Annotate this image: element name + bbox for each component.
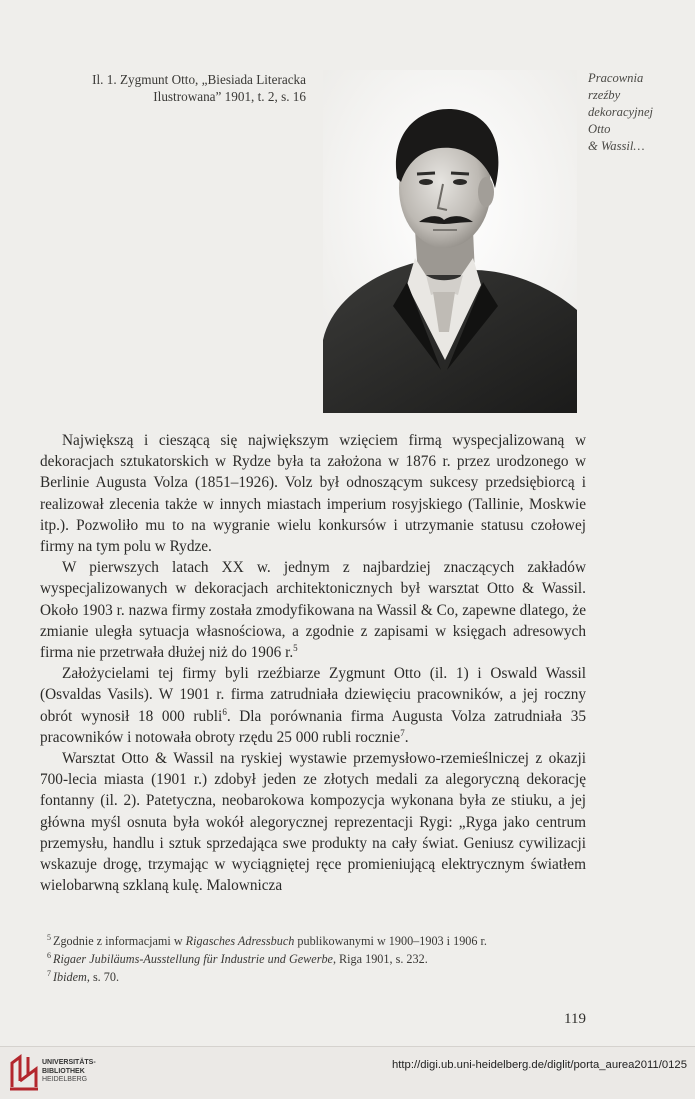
footnote-ref-5[interactable]: 5 xyxy=(293,642,298,653)
library-logo-icon xyxy=(8,1053,40,1091)
library-name-line-2: BIBLIOTHEK xyxy=(42,1067,85,1075)
paragraph-2-text: W pierwszych latach XX w. jednym z najbardziej znaczących zakładów wyspecjalizowanych w dekoracjach architektonicznych był warsztat Otto & Wassil. Około 1903 r. nazwa firmy została zmodyfikowana na Wassil & Co, zapewne dlatego, że zmianie uległa sytuacja własnościowa, a zgodnie z zapisami w księgach adresowych firma nie przetrwała dłużej niż do 1906 r. xyxy=(40,559,586,662)
viewer-footer xyxy=(0,1046,695,1099)
paragraph-3 xyxy=(40,663,586,748)
footnote-title: Ibidem xyxy=(53,969,87,984)
paragraph-2 xyxy=(40,557,586,663)
caption-line-2: Ilustrowana” 1901, t. 2, s. 16 xyxy=(153,89,306,104)
paragraph-3-text-b: . Dla porównania firma Augusta Volza zatrudniała 35 pracowników i notowała obroty rzędu 25 000 rubli rocznie xyxy=(40,707,586,746)
running-head xyxy=(588,70,678,155)
running-head-line-4: Otto xyxy=(588,122,611,136)
figure-caption xyxy=(40,71,306,105)
footnote-7 xyxy=(40,969,600,987)
paragraph-4: Warsztat Otto & Wassil na ryskiej wystawie przemysłowo-rzemieślniczej z okazji 700-lecia miasta (1901 r.) zdobył jeden ze złotych medali za alegoryczną dekorację fontanny (il. 2). Patetyczna, neobarokowa kompozycja wykonana była ze stiuku, a jej główna myśl osnuta była wokół alegorycznej reprezentacji Rygi: „Ryga jako centrum przemysłu, handlu i sztuk sprzedająca swe produkty na cały świat. Geniusz cywilizacji wskazuje drogę, trzymając w wyciągniętej ręce promieniującą elektrycznym światłem wielobarwną szklaną kulę. Malownicza xyxy=(40,750,586,895)
footnote-text: Zgodnie z informacjami w xyxy=(53,934,186,948)
footnote-text: publikowanymi w 1900–1903 i 1906 r. xyxy=(294,934,487,948)
footnote-title: Rigasches Adressbuch xyxy=(185,934,295,948)
portrait-photo xyxy=(323,70,577,413)
footnote-text: , Riga 1901, s. 232. xyxy=(332,951,428,966)
footnotes xyxy=(40,933,600,986)
footnote-text: , s. 70. xyxy=(86,969,120,984)
running-head-line-5: & Wassil… xyxy=(588,139,645,153)
paragraph-3-text-c: . xyxy=(404,728,409,746)
library-name-line-3: HEIDELBERG xyxy=(42,1076,88,1083)
footnote-mark: 7 xyxy=(47,968,51,978)
running-head-line-2: rzeźby xyxy=(588,88,621,102)
caption-line-1: Il. 1. Zygmunt Otto, „Biesiada Literacka xyxy=(92,72,306,87)
paragraph-3-text-a: Założycielami tej firmy byli rzeźbiarze Zygmunt Otto (il. 1) i Oswald Wassil (Osvaldas Vasils). W 1901 r. firma zatrudniała dziewięciu pracowników, a jej roczny obrót wynosił 18 000 rubli xyxy=(40,665,586,725)
permalink-url[interactable]: http://digi.ub.uni-heidelberg.de/diglit/porta_aurea2011/0125 xyxy=(392,1059,687,1071)
main-text xyxy=(40,430,586,896)
footnote-title: Rigaer Jubiläums-Ausstellung für Industrie und Gewerbe xyxy=(53,951,333,966)
footnote-ref-7[interactable]: 7 xyxy=(400,727,405,738)
running-head-line-3: dekoracyjnej xyxy=(588,105,654,119)
running-head-line-1: Pracownia xyxy=(588,71,644,85)
portrait-illustration xyxy=(323,70,577,413)
footnote-mark: 5 xyxy=(47,932,51,942)
library-name-line-1: UNIVERSITÄTS- xyxy=(42,1059,96,1066)
library-name xyxy=(42,1059,96,1085)
footnote-5 xyxy=(40,933,600,951)
page-number: 119 xyxy=(564,1011,586,1027)
footnote-6 xyxy=(40,951,600,969)
footnote-ref-6[interactable]: 6 xyxy=(222,706,227,717)
footnote-mark: 6 xyxy=(47,950,51,960)
paragraph-1: Największą i cieszącą się największym wzięciem firmą wyspecjalizowaną w dekoracjach sztukatorskich w Rydze była ta założona w 1876 r. przez urodzonego w Berlinie Augusta Volza (1851–1926). Volz był odnoszącym sukcesy przedsiębiorcą i realizował zlecenia także w innych miastach imperium rosyjskiego (Tallinie, Moskwie itp.). Pozwoliło mu to na wygranie wielu konkursów i utrzymanie statusu czołowej firmy na tym polu w Rydze. xyxy=(40,432,586,556)
